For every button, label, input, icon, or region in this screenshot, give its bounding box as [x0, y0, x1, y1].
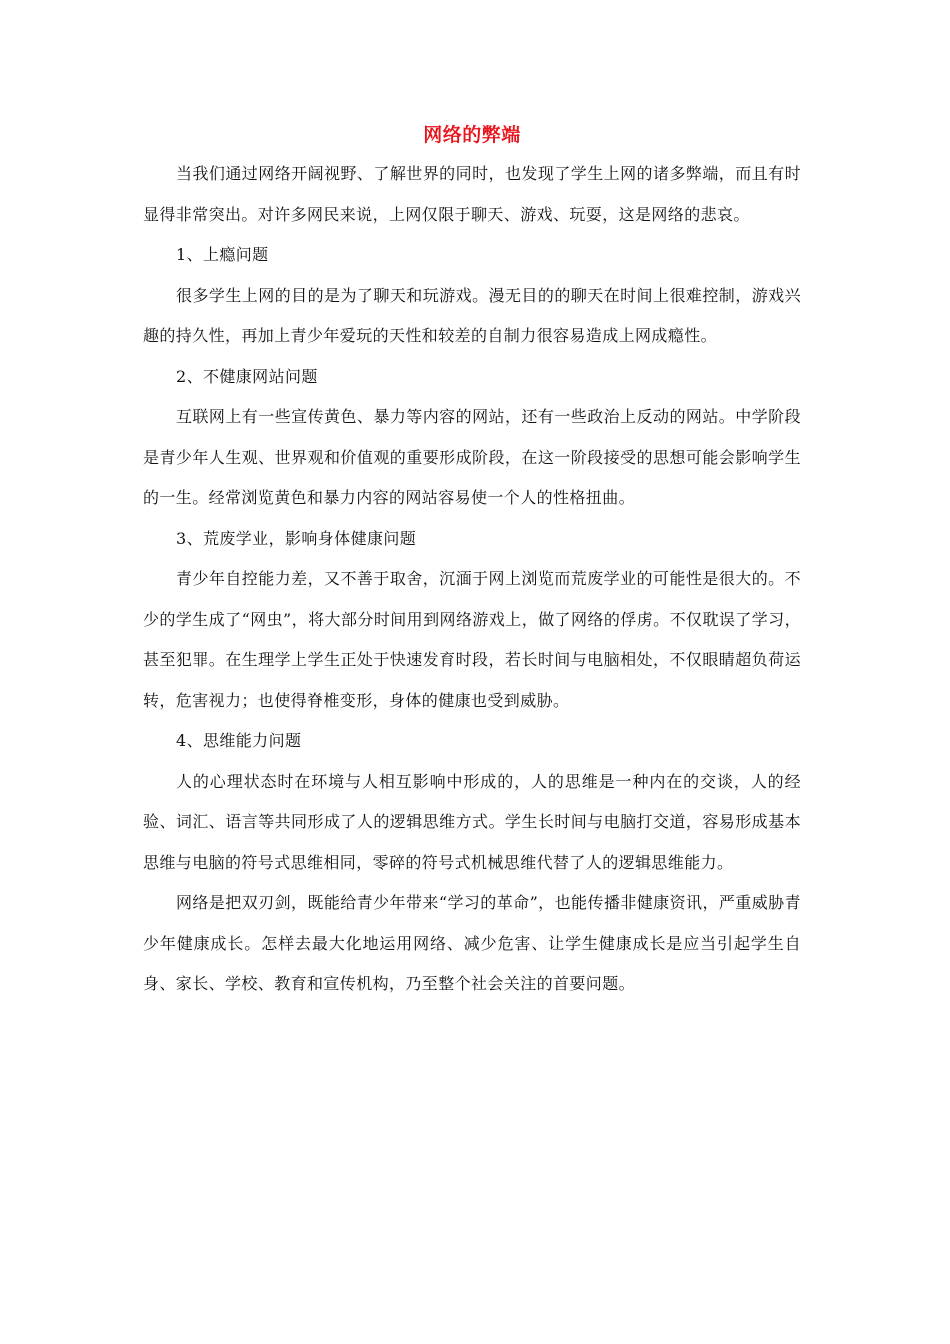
- document-title: 网络的弊端: [423, 124, 521, 146]
- intro-paragraph: 当我们通过网络开阔视野、了解世界的同时，也发现了学生上网的诸多弊端，而且有时显得非常突出。对许多网民来说，上网仅限于聊天、游戏、玩耍，这是网络的悲哀。: [143, 164, 801, 224]
- section-heading-unhealthy-sites: 2、不健康网站问题: [176, 366, 318, 386]
- document-body: [143, 120, 801, 1005]
- section-heading-studies-health: 3、荒废学业，影响身体健康问题: [176, 528, 417, 548]
- section-heading-addiction: 1、上瘾问题: [176, 245, 269, 264]
- section-heading-thinking-ability: 4、思维能力问题: [176, 731, 302, 750]
- section-body-thinking-ability: 人的心理状态时在环境与人相互影响中形成的，人的思维是一种内在的交谈，人的经验、词汇、语言等共同形成了人的逻辑思维方式。学生长时间与电脑打交道，容易形成基本思维与电脑的符号式思维相同，零碎的符号式机械思维代替了人的逻辑思维能力。: [143, 771, 801, 872]
- conclusion-paragraph: 网络是把双刃剑，既能给青少年带来“学习的革命”，也能传播非健康资讯，严重威胁青少年健康成长。怎样去最大化地运用网络、减少危害、让学生健康成长是应当引起学生自身、家长、学校、教育和宣传机构，乃至整个社会关注的首要问题。: [143, 893, 801, 993]
- section-body-unhealthy-sites: 互联网上有一些宣传黄色、暴力等内容的网站，还有一些政治上反动的网站。中学阶段是青少年人生观、世界观和价值观的重要形成阶段，在这一阶段接受的思想可能会影响学生的一生。经常浏览黄色和暴力内容的网站容易使一个人的性格扭曲。: [143, 407, 801, 507]
- section-body-studies-health: 青少年自控能力差，又不善于取舍，沉湎于网上浏览而荒废学业的可能性是很大的。不少的学生成了“网虫”，将大部分时间用到网络游戏上，做了网络的俘虏。不仅耽误了学习，甚至犯罪。在生理学上学生正处于快速发育时段，若长时间与电脑相处，不仅眼睛超负荷运转，危害视力；也使得脊椎变形，身体的健康也受到威胁。: [143, 569, 801, 710]
- section-body-addiction: 很多学生上网的目的是为了聊天和玩游戏。漫无目的的聊天在时间上很难控制，游戏兴趣的持久性，再加上青少年爱玩的天性和较差的自制力很容易造成上网成瘾性。: [143, 285, 801, 345]
